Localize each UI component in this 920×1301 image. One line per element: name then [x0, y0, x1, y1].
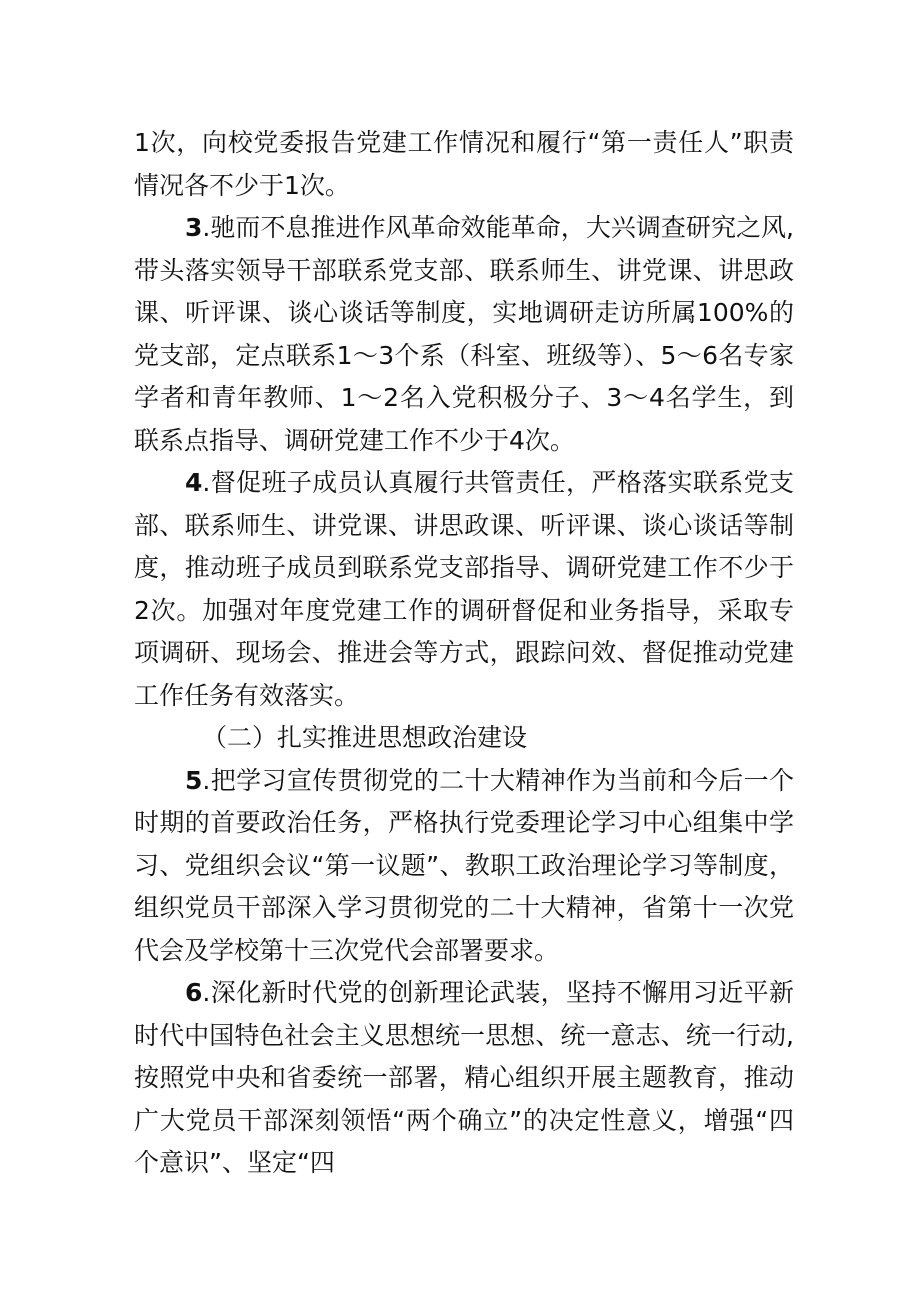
section-heading: （二）扎实推进思想政治建设: [202, 723, 528, 752]
item-number: 4: [185, 468, 203, 497]
item-number: 3: [185, 213, 203, 242]
paragraph-text: .驰而不息推进作风革命效能革命，大兴调查研究之风,带头落实领导干部联系党支部、联系师生、讲党课、讲思政课、听评课、谈心谈话等制度，实地调研走访所属100%的党支部，定点联系1〜3个系（科室、班级等）、5〜6名专家学者和青年教师、1〜2名入党积极分子、3〜4名学生，到联系点指导、调研党建工作不少于4次。: [134, 213, 794, 455]
paragraph-continuation: 1次，向校党委报告党建工作情况和履行“第一责任人”职责情况各不少于1次。: [134, 128, 794, 200]
paragraph-text: .深化新时代党的创新理论武装，坚持不懈用习近平新时代中国特色社会主义思想统一思想、统一意志、统一行动,按照党中央和省委统一部署，精心组织开展主题教育，推动广大党员干部深刻领悟“两个确立”的决定性意义，增强“四个意识”、坚定“四: [134, 978, 794, 1177]
paragraph-item-5: [134, 760, 794, 973]
item-number: 6: [185, 978, 203, 1007]
paragraph-item-6: [134, 972, 794, 1185]
paragraph-item-3: [134, 207, 794, 462]
document-body: [134, 122, 794, 1185]
paragraph-text: .把学习宣传贯彻党的二十大精神作为当前和今后一个时期的首要政治任务，严格执行党委理论学习中心组集中学习、党组织会议“第一议题”、教职工政治理论学习等制度，组织党员干部深入学习贯彻党的二十大精神，省第十一次党代会及学校第十三次党代会部署要求。: [134, 765, 794, 965]
item-number: 5: [185, 765, 203, 795]
paragraph-item-4: [134, 462, 794, 717]
paragraph-text: .督促班子成员认真履行共管责任，严格落实联系党支部、联系师生、讲党课、讲思政课、听评课、谈心谈话等制度，推动班子成员到联系党支部指导、调研党建工作不少于2次。加强对年度党建工作的调研督促和业务指导，采取专项调研、现场会、推进会等方式，跟踪问效、督促推动党建工作任务有效落实。: [134, 468, 794, 710]
